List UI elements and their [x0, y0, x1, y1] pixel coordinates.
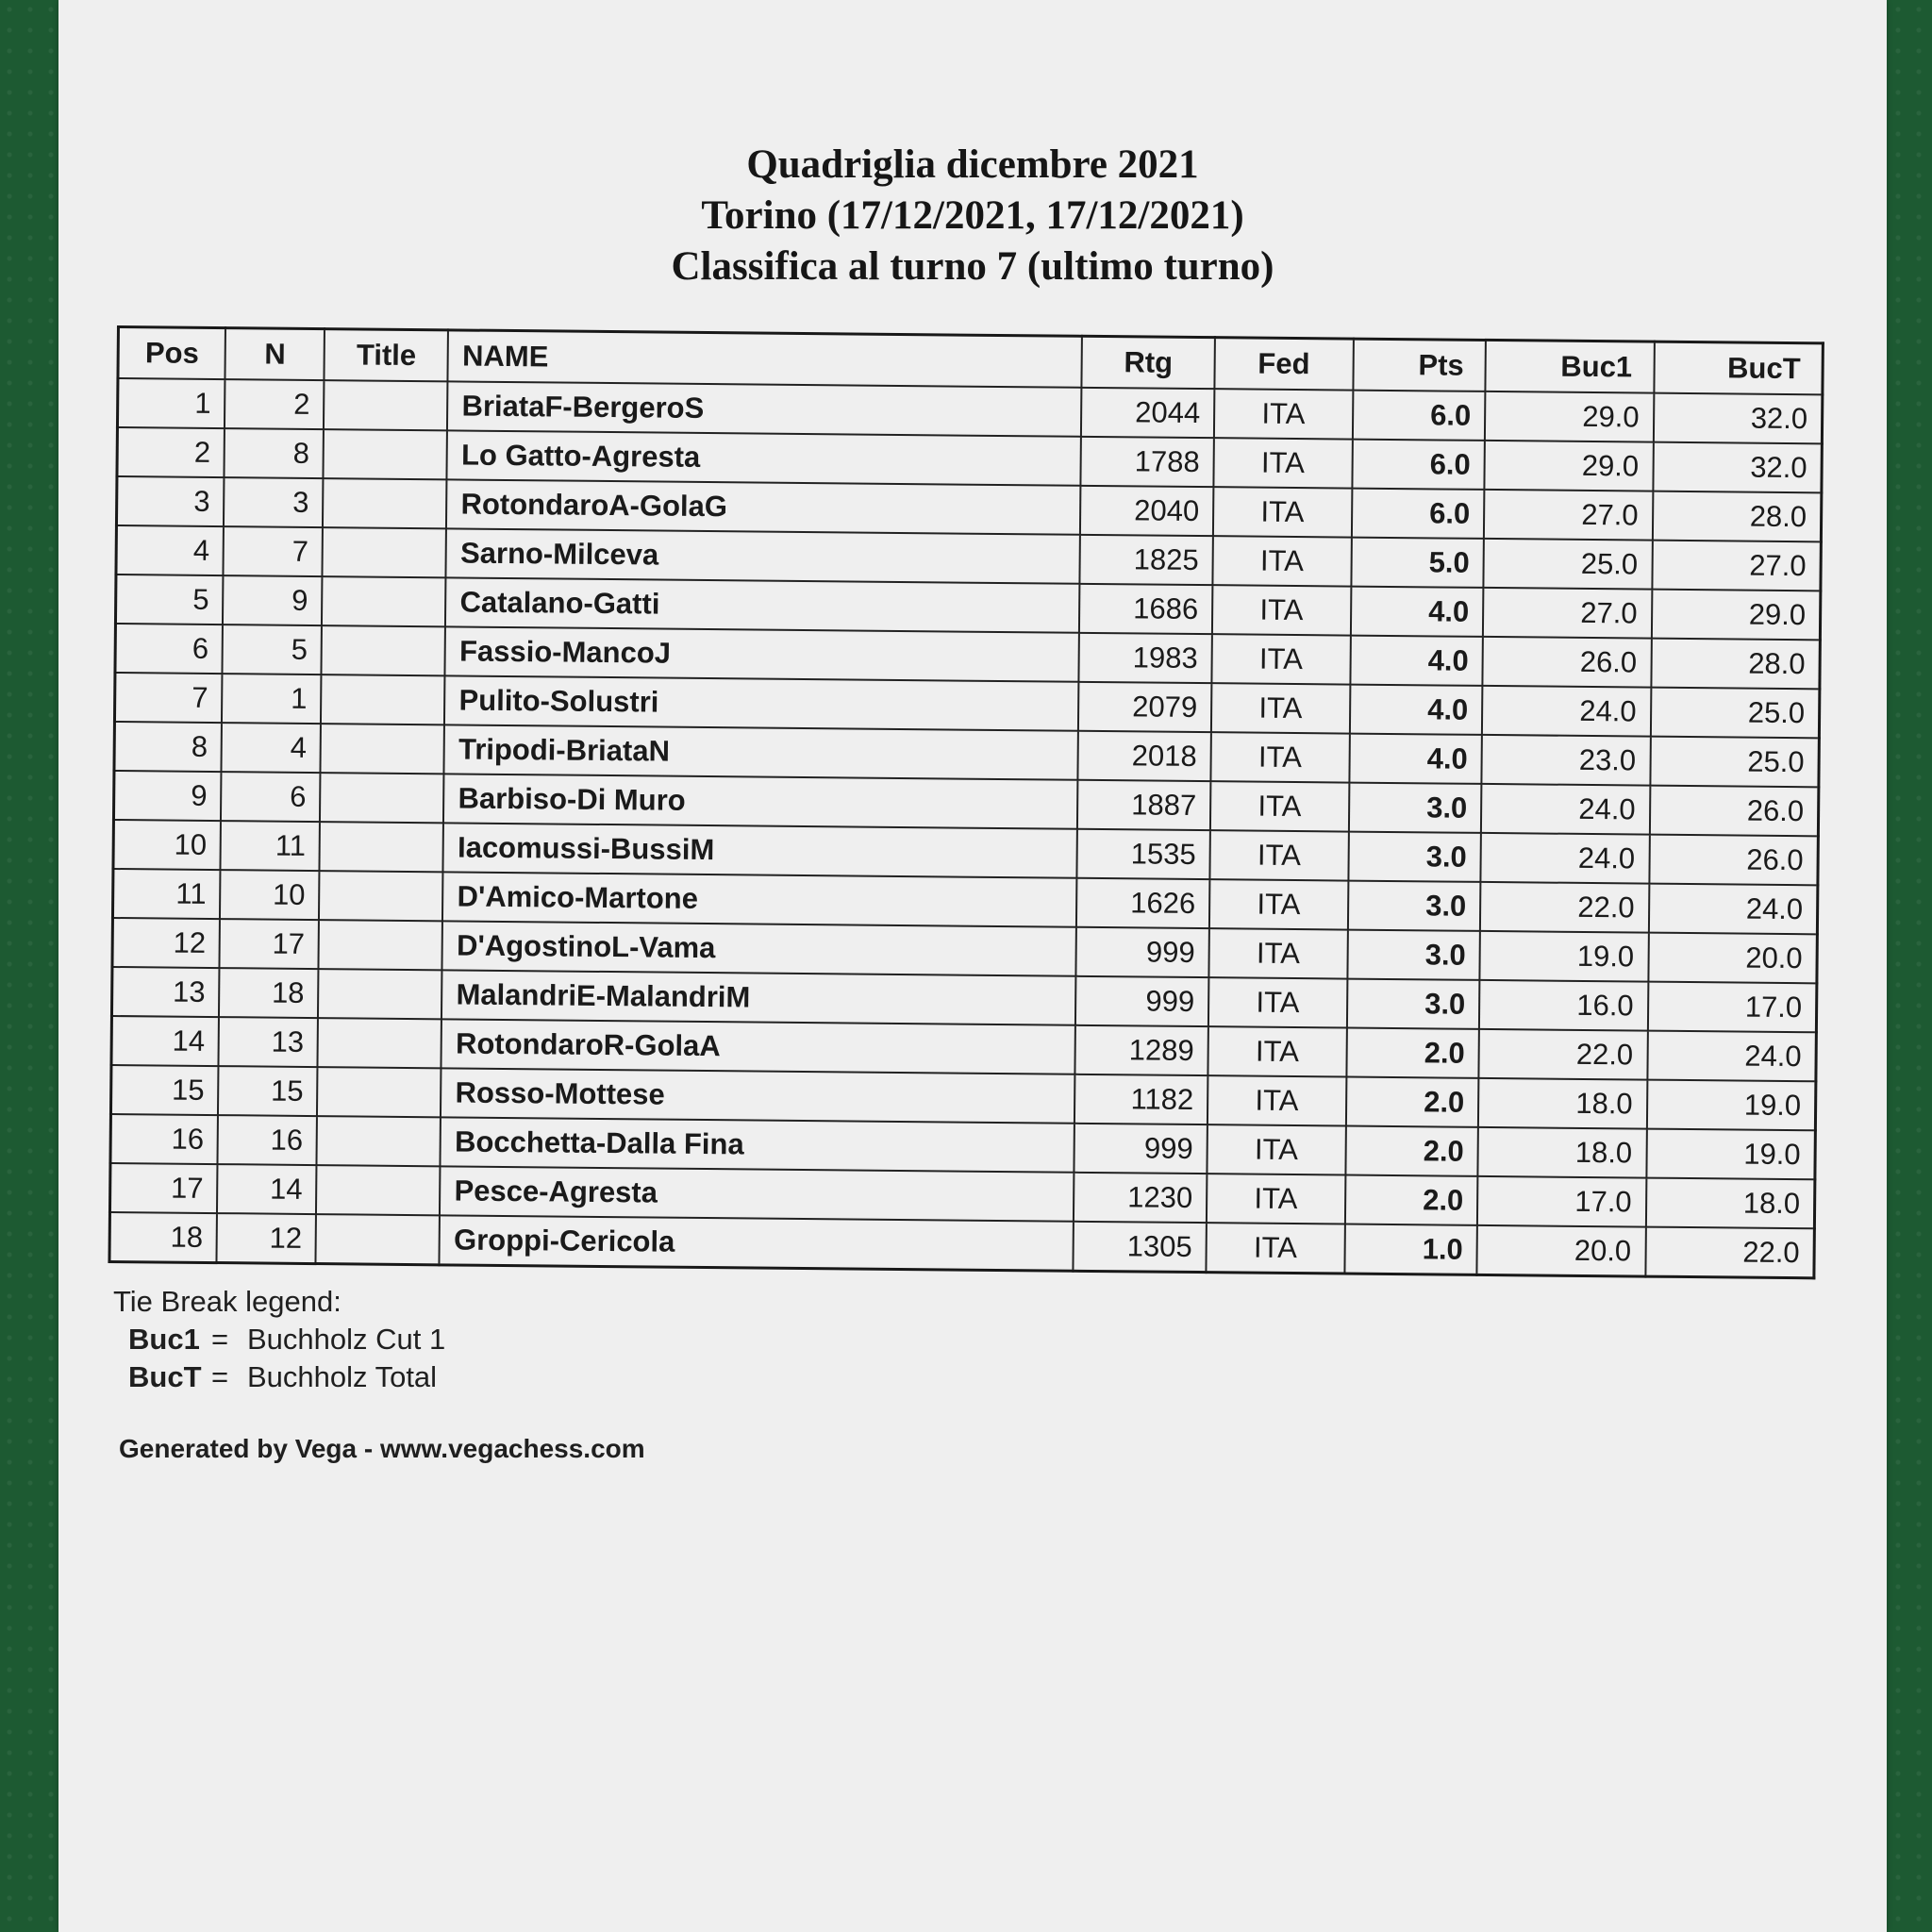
cell-pts: 2.0	[1345, 1077, 1478, 1127]
cell-name: Fassio-MancoJ	[445, 626, 1079, 681]
cell-n: 14	[217, 1164, 316, 1214]
cell-buc1: 22.0	[1479, 1029, 1648, 1080]
header-n: N	[225, 328, 325, 381]
header-pos: Pos	[118, 327, 225, 380]
cell-pos: 2	[117, 427, 225, 477]
cell-pos: 16	[110, 1114, 218, 1164]
legend-abbr: Buc1	[128, 1323, 200, 1356]
cell-fed: ITA	[1207, 1124, 1345, 1174]
cell-rtg: 1626	[1076, 878, 1209, 928]
cell-pos: 11	[112, 869, 220, 919]
cell-title	[319, 920, 443, 970]
cell-pts: 3.0	[1346, 979, 1479, 1029]
cell-buc1: 16.0	[1479, 980, 1648, 1031]
cell-title	[319, 871, 443, 921]
cell-name: Iacomussi-BussiM	[443, 823, 1077, 877]
cell-pts: 4.0	[1350, 636, 1483, 686]
cell-rtg: 2044	[1081, 388, 1214, 438]
cell-buct: 26.0	[1649, 786, 1818, 837]
cell-buc1: 18.0	[1478, 1127, 1647, 1178]
cell-n: 1	[222, 674, 321, 724]
cell-rtg: 2018	[1078, 731, 1211, 781]
cell-title	[324, 380, 448, 430]
cell-n: 11	[221, 821, 320, 871]
cell-title	[322, 625, 446, 675]
cell-pts: 1.0	[1344, 1224, 1477, 1275]
cell-rtg: 999	[1075, 976, 1208, 1026]
cell-name: Tripodi-BriataN	[444, 724, 1078, 779]
generated-by-footer: Generated by Vega - www.vegachess.com	[119, 1434, 645, 1463]
cell-rtg: 1305	[1074, 1222, 1207, 1273]
cell-fed: ITA	[1209, 879, 1348, 929]
legend-item	[113, 1321, 445, 1358]
cell-buc1: 24.0	[1481, 784, 1650, 835]
cell-fed: ITA	[1210, 781, 1349, 831]
cell-fed: ITA	[1212, 536, 1351, 586]
cell-rtg: 999	[1076, 927, 1209, 977]
cell-name: Pulito-Solustri	[444, 675, 1078, 730]
cell-buct: 22.0	[1645, 1227, 1814, 1278]
cell-n: 7	[224, 526, 323, 576]
cell-pos: 18	[109, 1212, 217, 1263]
cell-n: 15	[218, 1066, 317, 1116]
header-buct: BucT	[1654, 341, 1824, 394]
header-buc1: Buc1	[1486, 340, 1655, 392]
cell-title	[318, 969, 442, 1019]
cell-n: 16	[218, 1115, 317, 1165]
cell-pos: 12	[112, 918, 220, 968]
cell-buct: 26.0	[1649, 835, 1818, 886]
cell-buct: 28.0	[1651, 639, 1820, 690]
cell-fed: ITA	[1214, 389, 1353, 439]
cell-pts: 3.0	[1348, 783, 1481, 833]
cell-buc1: 24.0	[1481, 833, 1650, 884]
legend-abbr: BucT	[128, 1360, 202, 1393]
header-title: Title	[325, 329, 449, 382]
cell-pts: 6.0	[1351, 489, 1484, 539]
cell-buct: 24.0	[1647, 1031, 1816, 1082]
cell-buct: 28.0	[1652, 491, 1821, 542]
cell-pos: 5	[115, 575, 223, 625]
cell-pts: 3.0	[1347, 930, 1480, 980]
document-header	[58, 140, 1887, 292]
cell-name: MalandriE-MalandriM	[441, 970, 1075, 1024]
cell-rtg: 2079	[1078, 682, 1211, 732]
cell-buct: 27.0	[1652, 541, 1821, 591]
cell-title	[317, 1067, 441, 1117]
cell-name: Pesce-Agresta	[440, 1166, 1074, 1221]
cell-buct: 29.0	[1651, 590, 1820, 641]
cell-fed: ITA	[1209, 830, 1348, 880]
cell-buct: 19.0	[1646, 1080, 1815, 1131]
cell-buc1: 27.0	[1484, 490, 1653, 541]
cell-name: Barbiso-Di Muro	[443, 774, 1077, 828]
cell-name: Sarno-Milceva	[446, 528, 1080, 583]
cell-fed: ITA	[1208, 1075, 1346, 1125]
cell-title	[316, 1165, 441, 1215]
cell-buc1: 24.0	[1482, 686, 1651, 737]
cell-buct: 25.0	[1650, 737, 1819, 788]
cell-title	[317, 1116, 441, 1166]
legend-description: Buchholz Cut 1	[247, 1323, 446, 1356]
cell-buc1: 23.0	[1482, 735, 1651, 786]
cell-title	[318, 1018, 442, 1068]
cell-name: BriataF-BergeroS	[447, 381, 1081, 436]
cell-fed: ITA	[1211, 634, 1350, 684]
cell-rtg: 1230	[1074, 1173, 1207, 1223]
cell-title	[323, 478, 447, 528]
cell-rtg: 1983	[1079, 633, 1212, 683]
cell-rtg: 1535	[1077, 829, 1210, 879]
legend-item	[113, 1358, 445, 1396]
cell-title	[320, 773, 444, 823]
cell-pts: 5.0	[1351, 538, 1484, 588]
cell-fed: ITA	[1210, 732, 1349, 782]
cell-n: 8	[225, 428, 324, 478]
cell-buct: 32.0	[1653, 442, 1822, 493]
cell-pos: 8	[114, 722, 222, 772]
cell-name: Bocchetta-Dalla Fina	[441, 1117, 1074, 1172]
cell-rtg: 2040	[1080, 486, 1213, 536]
cell-title	[320, 822, 444, 872]
cell-fed: ITA	[1208, 977, 1347, 1027]
tournament-location-dates: Torino (17/12/2021, 17/12/2021)	[701, 193, 1244, 238]
header-fed: Fed	[1214, 338, 1353, 391]
cell-pts: 2.0	[1345, 1126, 1478, 1176]
cell-buc1: 22.0	[1480, 882, 1649, 933]
cell-buc1: 20.0	[1477, 1225, 1646, 1276]
cell-pos: 14	[111, 1016, 219, 1066]
cell-buct: 17.0	[1647, 982, 1816, 1033]
cell-pos: 6	[115, 624, 223, 674]
cell-pos: 9	[113, 771, 221, 821]
cell-n: 12	[217, 1213, 316, 1264]
cell-pos: 13	[111, 967, 219, 1017]
cell-title	[321, 675, 445, 724]
tournament-name: Quadriglia dicembre 2021	[746, 142, 1199, 187]
cell-fed: ITA	[1211, 683, 1350, 733]
cell-buc1: 17.0	[1477, 1176, 1646, 1227]
cell-rtg: 1289	[1075, 1025, 1208, 1075]
cell-rtg: 1887	[1077, 780, 1210, 830]
cell-buct: 24.0	[1648, 884, 1817, 935]
cell-buc1: 19.0	[1480, 931, 1649, 982]
cell-name: Rosso-Mottese	[441, 1068, 1074, 1123]
cell-buct: 32.0	[1653, 393, 1822, 444]
legend-heading: Tie Break legend:	[113, 1285, 341, 1318]
cell-buc1: 18.0	[1478, 1078, 1647, 1129]
cell-rtg: 1825	[1080, 535, 1213, 585]
cell-name: RotondaroA-GolaG	[446, 479, 1080, 534]
cell-rtg: 1182	[1074, 1074, 1208, 1124]
legend-description: Buchholz Total	[247, 1360, 438, 1393]
cell-buct: 20.0	[1648, 933, 1817, 984]
standings-body	[109, 378, 1823, 1278]
cell-fed: ITA	[1206, 1223, 1344, 1274]
cell-n: 6	[221, 772, 320, 822]
legend-equals: =	[211, 1323, 229, 1356]
cell-pos: 15	[110, 1065, 218, 1115]
cell-fed: ITA	[1208, 1026, 1346, 1076]
cell-pos: 4	[116, 525, 224, 575]
cell-fed: ITA	[1213, 438, 1352, 488]
legend-equals: =	[211, 1360, 229, 1393]
cell-pos: 10	[113, 820, 221, 870]
tie-break-legend	[113, 1283, 445, 1396]
cell-name: D'Amico-Martone	[442, 872, 1076, 926]
cell-buc1: 27.0	[1483, 588, 1652, 639]
cell-pos: 7	[114, 673, 222, 723]
cell-n: 4	[222, 723, 321, 773]
cell-pts: 2.0	[1344, 1175, 1477, 1225]
cell-pts: 3.0	[1348, 832, 1481, 882]
cell-buct: 18.0	[1645, 1178, 1814, 1229]
cell-name: RotondaroR-GolaA	[441, 1019, 1075, 1074]
cell-title	[324, 429, 448, 479]
cell-title	[322, 576, 446, 626]
cell-name: Groppi-Cericola	[440, 1215, 1074, 1271]
cell-n: 5	[223, 625, 322, 675]
cell-title	[316, 1214, 441, 1265]
cell-title	[321, 724, 445, 774]
cell-buc1: 25.0	[1484, 539, 1653, 590]
cell-buc1: 29.0	[1485, 391, 1654, 442]
paper-sheet	[58, 0, 1887, 1932]
cell-pts: 6.0	[1352, 391, 1485, 441]
cell-rtg: 1686	[1079, 584, 1212, 634]
cell-pts: 4.0	[1350, 587, 1483, 637]
standings-subtitle: Classifica al turno 7 (ultimo turno)	[671, 244, 1274, 289]
cell-buc1: 29.0	[1485, 441, 1654, 491]
cell-buct: 25.0	[1650, 688, 1819, 739]
cell-pos: 3	[116, 476, 224, 526]
cell-rtg: 999	[1074, 1124, 1208, 1174]
cell-n: 17	[220, 919, 319, 969]
header-pts: Pts	[1353, 339, 1486, 391]
cell-name: Catalano-Gatti	[445, 577, 1079, 632]
cell-buct: 19.0	[1646, 1129, 1815, 1180]
cell-title	[323, 527, 447, 577]
cell-fed: ITA	[1212, 585, 1351, 635]
cell-name: D'AgostinoL-Vama	[442, 921, 1076, 975]
cell-n: 3	[224, 477, 323, 527]
cell-n: 10	[220, 870, 319, 920]
cell-pos: 17	[109, 1163, 217, 1213]
header-name: NAME	[448, 330, 1082, 388]
cell-pts: 4.0	[1349, 685, 1482, 735]
header-rtg: Rtg	[1082, 336, 1215, 389]
cell-pts: 4.0	[1349, 734, 1482, 784]
cell-buc1: 26.0	[1483, 637, 1652, 688]
cell-pos: 1	[117, 378, 225, 428]
cell-n: 13	[219, 1017, 318, 1067]
cell-fed: ITA	[1213, 487, 1352, 537]
cell-n: 2	[225, 379, 324, 429]
cell-pts: 2.0	[1346, 1028, 1479, 1078]
cell-pts: 3.0	[1347, 881, 1480, 931]
cell-pts: 6.0	[1352, 440, 1485, 490]
cell-fed: ITA	[1207, 1174, 1345, 1224]
cell-rtg: 1788	[1081, 437, 1214, 487]
cell-n: 18	[219, 968, 318, 1018]
cell-n: 9	[223, 575, 322, 625]
cell-fed: ITA	[1208, 928, 1347, 978]
standings-table	[108, 325, 1824, 1279]
cell-name: Lo Gatto-Agresta	[447, 430, 1081, 485]
